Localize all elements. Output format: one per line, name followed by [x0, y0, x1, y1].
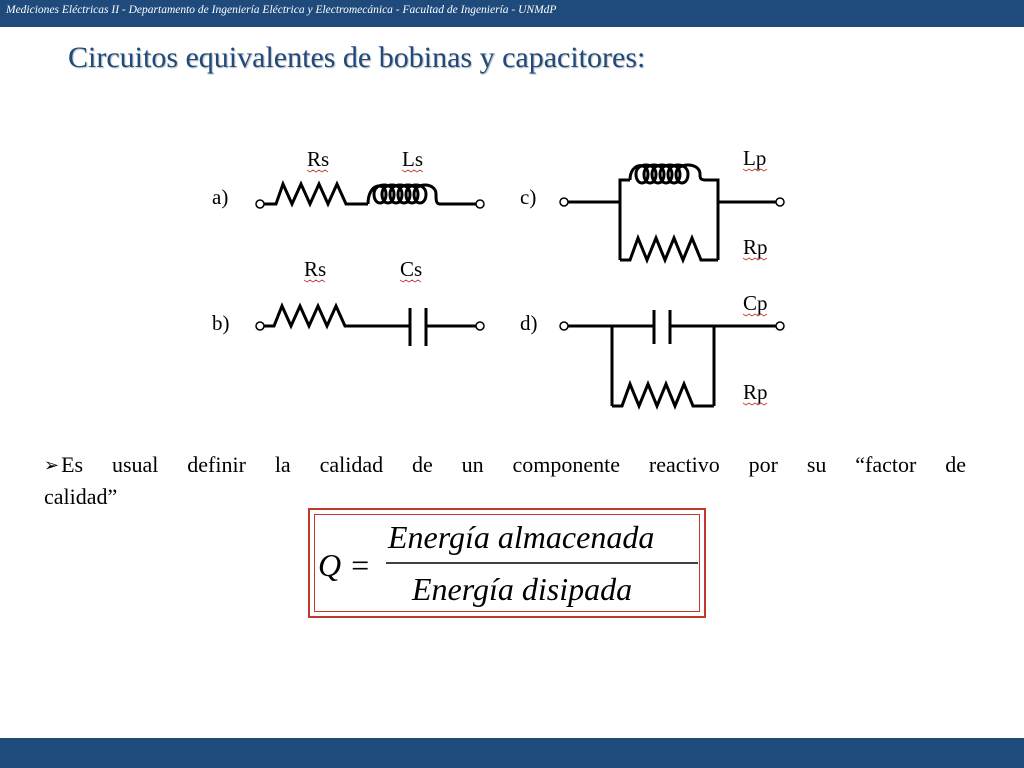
label-d-rp: Rp: [743, 380, 768, 404]
wire-c-right-branch: [706, 180, 718, 260]
label-c: c): [520, 185, 537, 209]
slide-title: Circuitos equivalentes de bobinas y capacitores:: [68, 41, 646, 74]
inductor-c: [630, 165, 706, 183]
resistor-a: [264, 184, 368, 204]
inductor-a: [368, 185, 440, 204]
header-text: Mediciones Eléctricas II - Departamento de Ingeniería Eléctrica y Electromecánica - Facultad de Ingeniería - UNMdP: [6, 4, 557, 16]
label-b: b): [212, 311, 230, 335]
formula-box: [308, 508, 706, 618]
terminal-c-left: [560, 198, 568, 206]
label-b-rs: Rs: [304, 257, 327, 281]
resistor-c: [620, 238, 718, 260]
terminal-d-right: [776, 322, 784, 330]
bullet-text-line1: Es usual definir la calidad de un componente reactivo por su “factor de: [61, 452, 966, 477]
circuit-a: [256, 184, 484, 208]
bullet-paragraph: [44, 449, 966, 482]
quality-factor-formula: [310, 510, 704, 616]
terminal-c-right: [776, 198, 784, 206]
footer-bar: [0, 738, 1024, 768]
label-c-rp: Rp: [743, 235, 768, 259]
resistor-b: [264, 306, 410, 326]
label-c-lp: Lp: [743, 146, 767, 170]
resistor-d: [612, 384, 714, 406]
terminal-a-right: [476, 200, 484, 208]
label-d: d): [520, 311, 538, 335]
terminal-a-left: [256, 200, 264, 208]
formula-lhs: Q =: [318, 547, 371, 583]
terminal-b-left: [256, 322, 264, 330]
terminal-d-left: [560, 322, 568, 330]
label-a: a): [212, 185, 229, 209]
formula-numerator: Energía almacenada: [388, 519, 655, 555]
label-b-cs: Cs: [400, 257, 423, 281]
wire-c-left-branch: [620, 180, 630, 260]
circuit-diagram: [200, 140, 820, 415]
label-a-rs: Rs: [307, 147, 330, 171]
header-bar: [0, 0, 1024, 27]
arrow-bullet-icon: ➢: [44, 455, 60, 475]
bullet-text-line2: calidad”: [44, 484, 118, 509]
formula-denominator: Energía disipada: [412, 571, 633, 607]
circuit-b: [256, 306, 484, 346]
terminal-b-right: [476, 322, 484, 330]
label-d-cp: Cp: [743, 291, 768, 315]
label-a-ls: Ls: [402, 147, 423, 171]
